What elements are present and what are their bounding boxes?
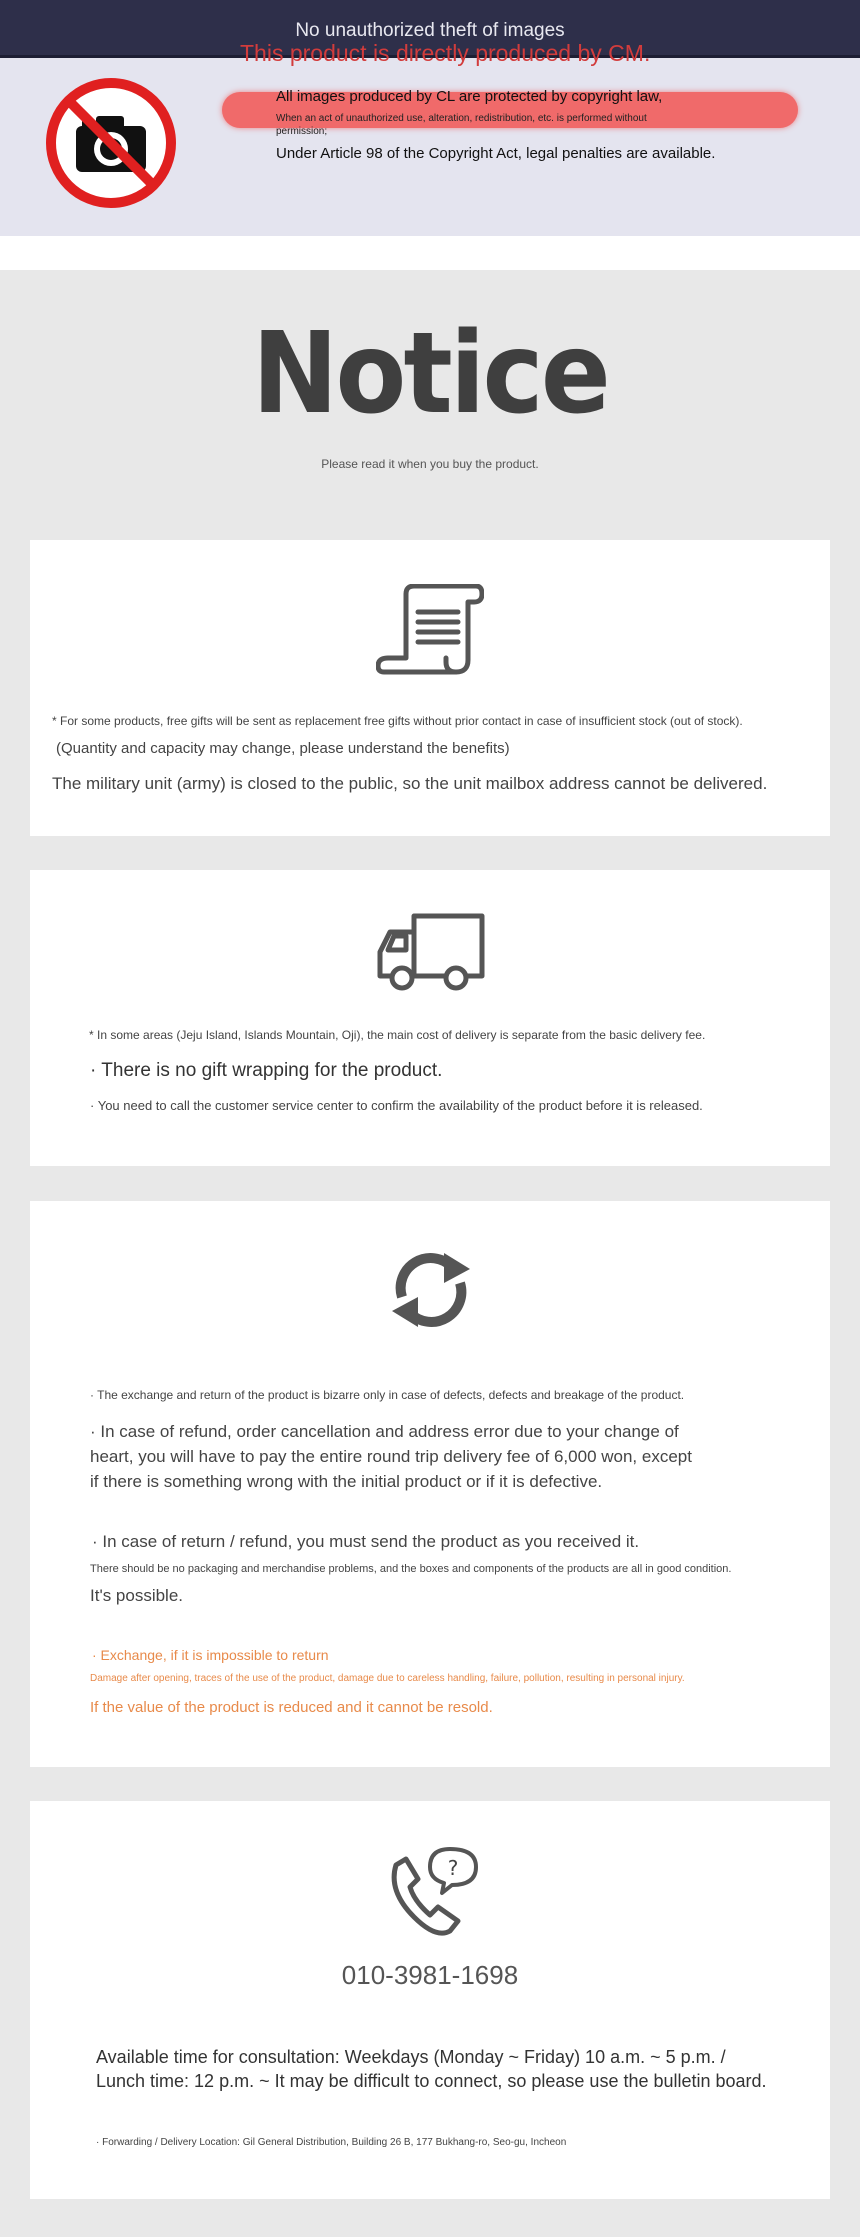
notice-card-contact <box>30 1801 830 2199</box>
consultation-hours-line-1: Available time for consultation: Weekdays (Monday ~ Friday) 10 a.m. ~ 5 p.m. / <box>96 2047 726 2067</box>
svg-text:?: ? <box>447 1856 459 1880</box>
card3-para-1-line: if there is something wrong with the initial product or if it is defective. <box>90 1472 603 1491</box>
delivery-address: · Forwarding / Delivery Location: Gil General Distribution, Building 26 B, 177 Bukhang-ro, Seo-gu, Incheon <box>96 2137 567 2148</box>
card1-line-2: (Quantity and capacity may change, please understand the benefits) <box>56 740 510 757</box>
card2-line-1: * In some areas (Jeju Island, Islands Mountain, Oji), the main cost of delivery is separate from the basic delivery fee. <box>89 1028 706 1042</box>
card2-line-3-text: You need to call the customer service center to confirm the availability of the product before it is released. <box>97 1098 703 1113</box>
notice-title: Notice <box>251 309 609 439</box>
refresh-arrows-icon <box>386 1245 476 1335</box>
card3-para-1 <box>90 1419 692 1494</box>
card2-line-3: · You need to call the customer service center to confirm the availability of the product before it is released. <box>90 1098 703 1113</box>
copyright-line-3: Under Article 98 of the Copyright Act, legal penalties are available. <box>276 145 716 162</box>
copyright-line-2: When an act of unauthorized use, alteration, redistribution, etc. is performed without permission; <box>276 113 647 137</box>
card3-line-3: There should be no packaging and merchandise problems, and the boxes and components of the products are all in good condition. <box>90 1563 732 1575</box>
card3-line-1: · The exchange and return of the product is bizarre only in case of defects, defects and breakage of the product. <box>90 1388 685 1402</box>
section-divider <box>0 236 860 270</box>
phone-number: 010-3981-1698 <box>341 1960 519 1990</box>
card3-line-4: It's possible. <box>90 1586 184 1605</box>
notice-card-returns <box>30 1201 830 1767</box>
copyright-headline: This product is directly produced by CM. <box>240 40 651 66</box>
banner-title: No unauthorized theft of images <box>295 20 565 41</box>
notice-card-delivery <box>30 870 830 1166</box>
no-camera-icon <box>44 76 178 210</box>
card3-para-1-line: · In case of refund, order cancellation and address error due to your change of <box>90 1422 679 1441</box>
copyright-line-1: All images produced by CL are protected by copyright law, <box>276 88 663 105</box>
scroll-document-icon <box>376 584 484 676</box>
card3-orange-line-3: If the value of the product is reduced and it cannot be resold. <box>90 1699 493 1716</box>
phone-question-icon <box>380 1845 480 1941</box>
notice-card-gifts <box>30 540 830 836</box>
card3-line-2: · In case of return / refund, you must send the product as you received it. <box>92 1532 640 1551</box>
card3-para-1-line: heart, you will have to pay the entire round trip delivery fee of 6,000 won, except <box>90 1447 692 1466</box>
card2-line-2-text: There is no gift wrapping for the product. <box>101 1060 443 1081</box>
card3-orange-line-2: Damage after opening, traces of the use of the product, damage due to careless handling, failure, pollution, resulting in personal injury. <box>90 1673 685 1684</box>
delivery-truck-icon <box>376 912 486 992</box>
notice-subtitle: Please read it when you buy the product. <box>321 457 539 471</box>
consultation-hours-line-2: Lunch time: 12 p.m. ~ It may be difficult to connect, so please use the bulletin board. <box>96 2071 767 2091</box>
card1-line-3: The military unit (army) is closed to the public, so the unit mailbox address cannot be delivered. <box>52 774 768 793</box>
card3-orange-line-1: · Exchange, if it is impossible to return <box>92 1647 329 1663</box>
card1-line-1: * For some products, free gifts will be sent as replacement free gifts without prior contact in case of insufficient stock (out of stock). <box>52 714 743 728</box>
card2-line-2: · There is no gift wrapping for the product. <box>90 1060 443 1081</box>
